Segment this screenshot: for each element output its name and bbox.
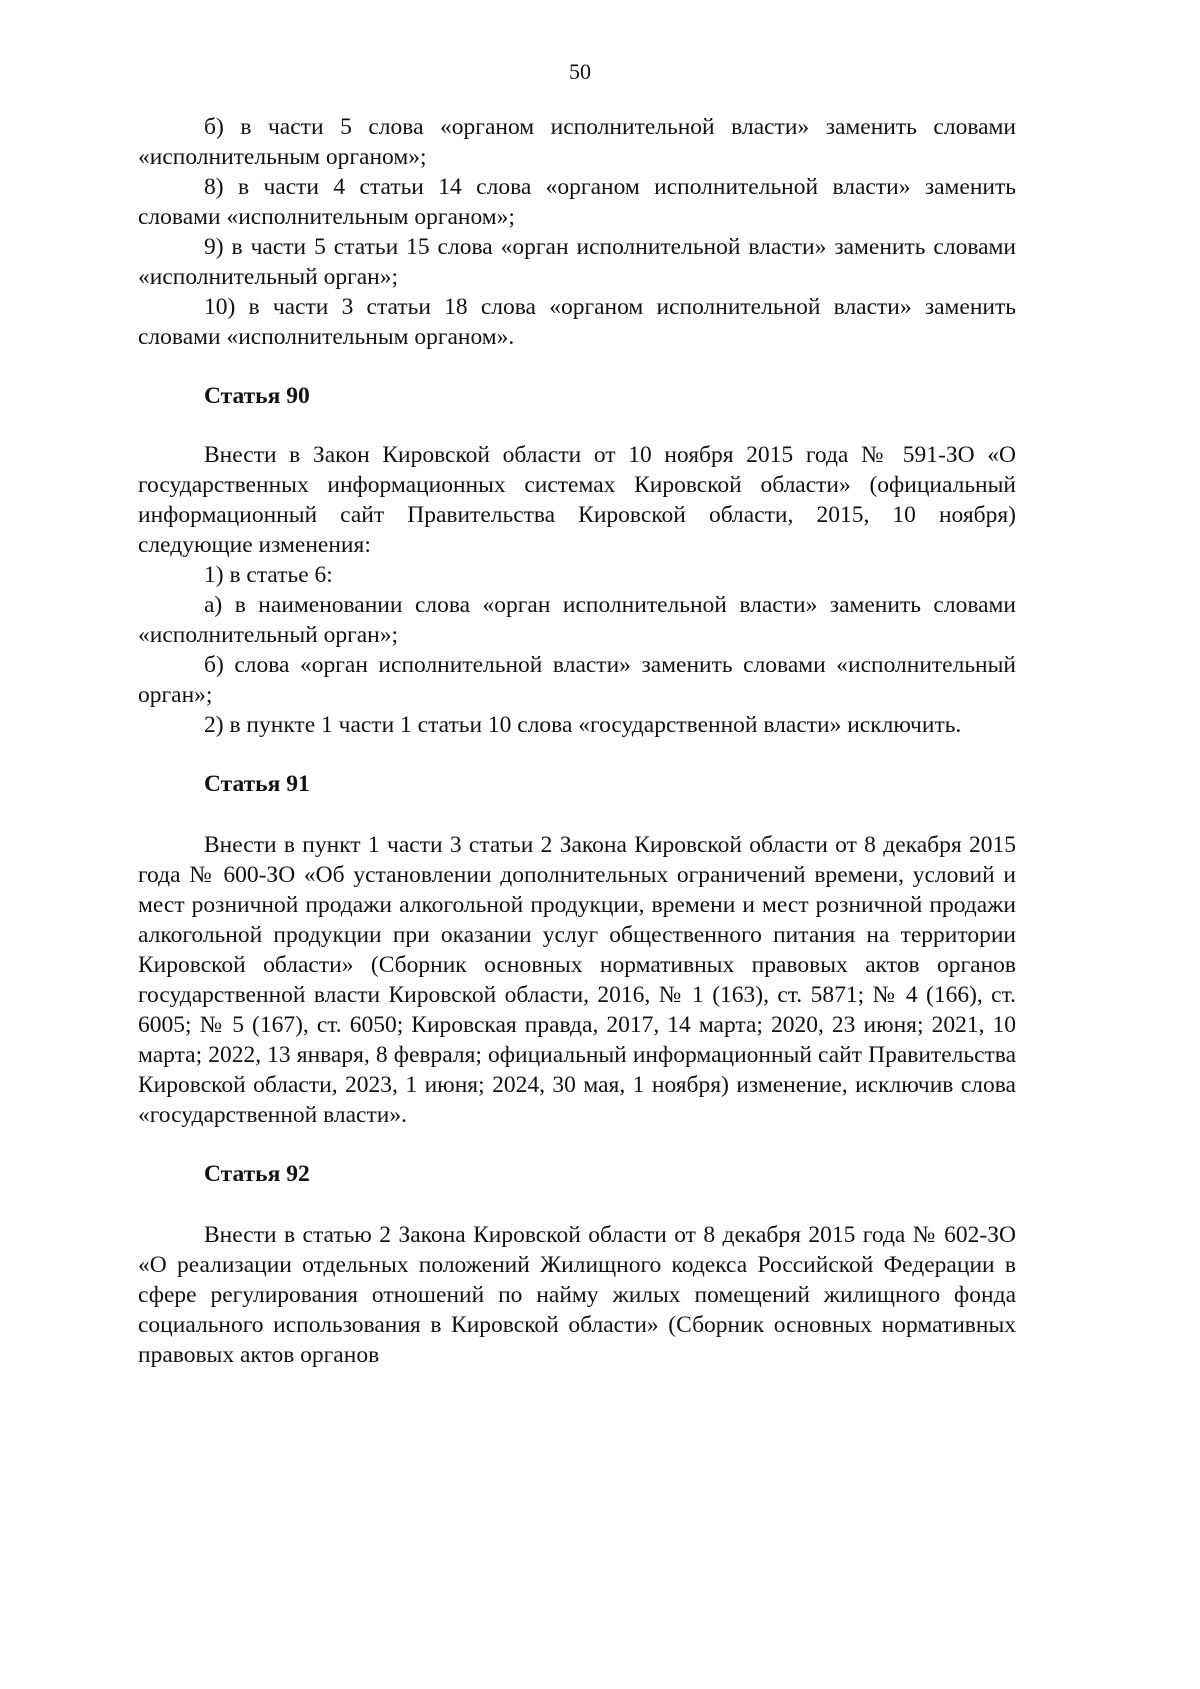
amendment-item: б) в части 5 слова «органом исполнительной власти» заменить словами «исполнительным органом»;: [138, 114, 1016, 170]
article-90-heading: Статья 90: [204, 383, 310, 409]
article-90-paragraph: б) слова «орган исполнительной власти» заменить словами «исполнительный орган»;: [138, 652, 1016, 708]
article-91-heading: Статья 91: [204, 771, 310, 797]
amendment-item: 9) в части 5 статьи 15 слова «орган исполнительной власти» заменить словами «исполнительный орган»;: [138, 234, 1016, 290]
article-90-paragraph: Внести в Закон Кировской области от 10 ноября 2015 года № 591-ЗО «О государственных информационных системах Кировской области» (официальный информационный сайт Правительства Кировской области, 2015, 10 ноября) следующие изменения:: [138, 442, 1016, 558]
article-91-paragraph: Внести в пункт 1 части 3 статьи 2 Закона Кировской области от 8 декабря 2015 года № 600-ЗО «Об установлении дополнительных ограничений времени, условий и мест розничной продажи алкогольной продукции, времени и мест розничной продажи алкогольной продукции при оказании услуг общественного питания на территории Кировской области» (Сборник основных нормативных правовых актов органов государственной власти Кировской области, 2016, № 1 (163), ст. 5871; № 4 (166), ст. 6005; № 5 (167), ст. 6050; Кировская правда, 2017, 14 марта; 2020, 23 июня; 2021, 10 марта; 2022, 13 января, 8 февраля; официальный информационный сайт Правительства Кировской области, 2023, 1 июня; 2024, 30 мая, 1 ноября) изменение, исключив слова «государственной власти».: [138, 832, 1016, 1128]
amendment-item: 10) в части 3 статьи 18 слова «органом исполнительной власти» заменить словами «исполнительным органом».: [138, 294, 1016, 350]
article-90-paragraph: 2) в пункте 1 части 1 статьи 10 слова «государственной власти» исключить.: [204, 712, 962, 738]
document-body: [138, 112, 1016, 1370]
article-90-paragraph: 1) в статье 6:: [204, 562, 333, 588]
article-90-paragraph: а) в наименовании слова «орган исполнительной власти» заменить словами «исполнительный орган»;: [138, 592, 1016, 648]
page-number: 50: [569, 59, 591, 84]
article-92-paragraph: Внести в статью 2 Закона Кировской области от 8 декабря 2015 года № 602-ЗО «О реализации отдельных положений Жилищного кодекса Российской Федерации в сфере регулирования отношений по найму жилых помещений жилищного фонда социального использования в Кировской области» (Сборник основных нормативных правовых актов органов: [138, 1222, 1016, 1368]
article-92-heading: Статья 92: [204, 1161, 310, 1187]
amendment-item: 8) в части 4 статьи 14 слова «органом исполнительной власти» заменить словами «исполнительным органом»;: [138, 174, 1016, 230]
